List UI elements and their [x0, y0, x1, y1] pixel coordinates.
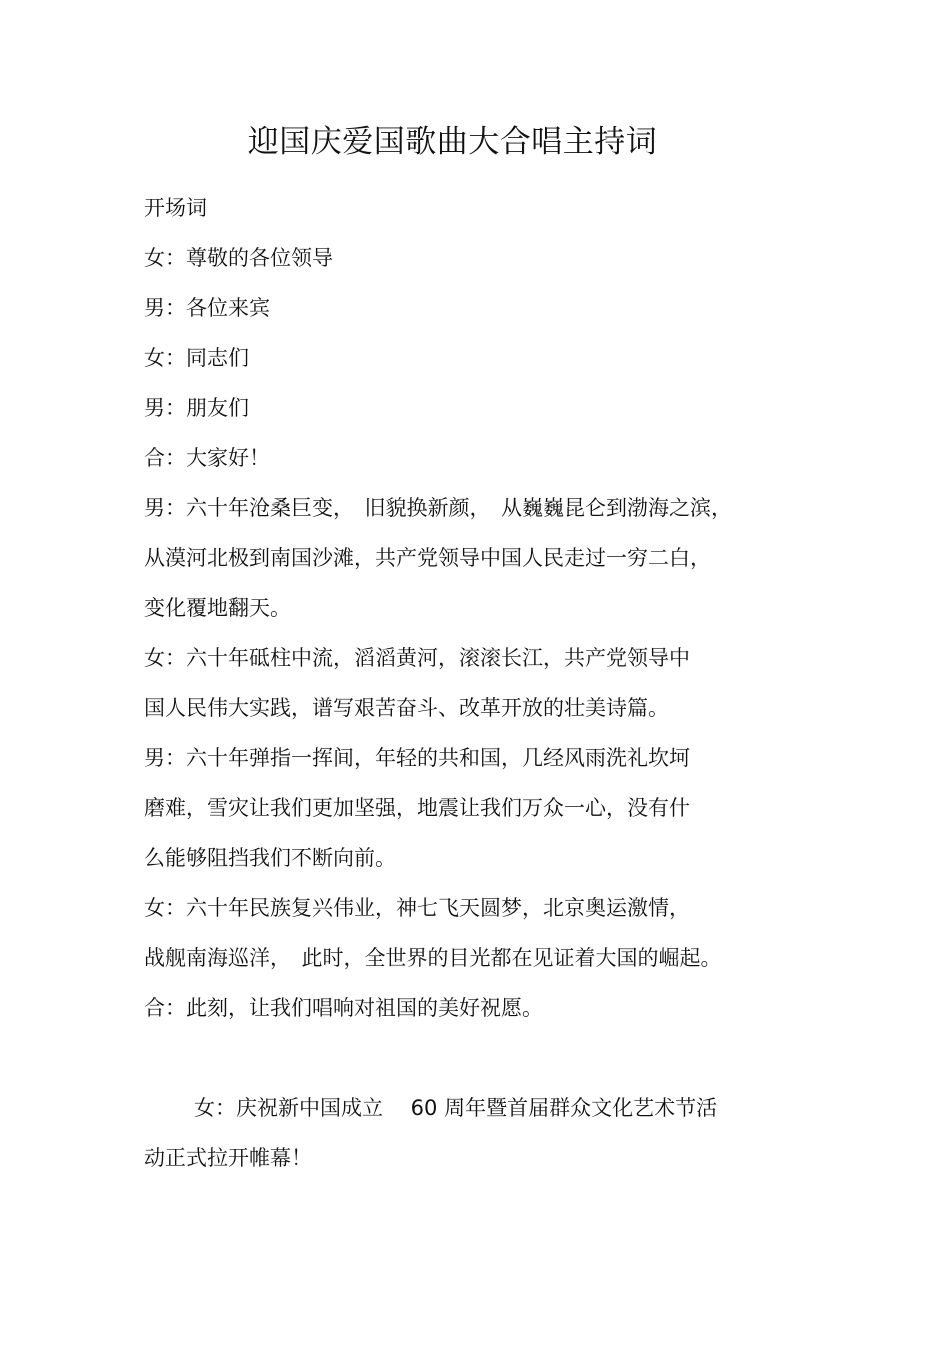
- paragraph-line: 男：各位来宾: [144, 296, 270, 320]
- document-title: 迎国庆爱国歌曲大合唱主持词: [247, 124, 658, 160]
- paragraph-line: 从漠河北极到南国沙滩，共产党领导中国人民走过一穷二白，: [144, 546, 711, 570]
- closing-line: 女：庆祝新中国成立 60 周年暨首届群众文化艺术节活: [194, 1096, 718, 1120]
- paragraph-line: 女：六十年民族复兴伟业，神七飞天圆梦，北京奥运激情，: [144, 896, 690, 920]
- paragraph-line: 么能够阻挡我们不断向前。: [144, 846, 396, 870]
- paragraph-spacer: [144, 1033, 784, 1083]
- closing-line: 动正式拉开帷幕！: [144, 1146, 312, 1170]
- paragraph-line: 变化覆地翻天。: [144, 596, 291, 620]
- paragraph-line: 磨难，雪灾让我们更加坚强，地震让我们万众一心，没有什: [144, 796, 690, 820]
- paragraph-line: 合：大家好！: [144, 446, 270, 470]
- paragraph-line: 男：六十年沧桑巨变， 旧貌换新颜， 从巍巍昆仑到渤海之滨，: [144, 496, 732, 520]
- paragraph-line: 国人民伟大实践，谱写艰苦奋斗、改革开放的壮美诗篇。: [144, 696, 669, 720]
- paragraph-line: 女：同志们: [144, 346, 249, 370]
- paragraph-line: 合：此刻，让我们唱响对祖国的美好祝愿。: [144, 996, 543, 1020]
- paragraph-line: 男：六十年弹指一挥间，年轻的共和国，几经风雨洗礼坎坷: [144, 746, 690, 770]
- paragraph-line: 女：尊敬的各位领导: [144, 246, 333, 270]
- paragraph-line: 男：朋友们: [144, 396, 249, 420]
- section-heading: 开场词: [144, 196, 207, 220]
- document-body: [144, 183, 784, 1183]
- paragraph-line: 战舰南海巡洋， 此时，全世界的目光都在见证着大国的崛起。: [144, 946, 722, 970]
- paragraph-line: 女：六十年砥柱中流，滔滔黄河，滚滚长江，共产党领导中: [144, 646, 690, 670]
